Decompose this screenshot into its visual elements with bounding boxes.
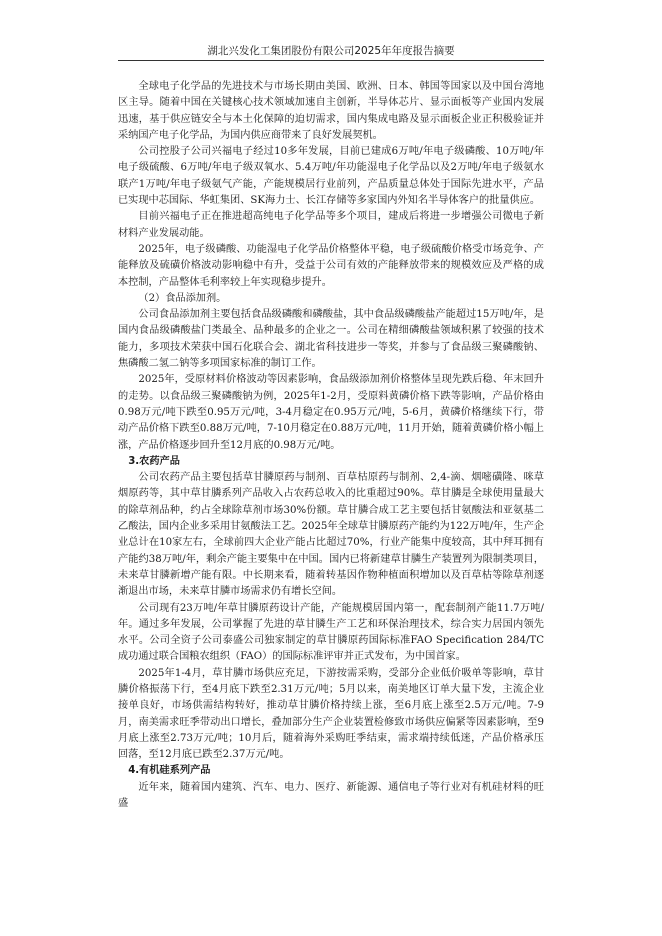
paragraph-pesticides-overview: 公司农药产品主要包括草甘膦原药与制剂、百草枯原药与制剂、2,4-滴、烟嘧磺隆、咪草烟原药等，其中草甘膦系列产品收入占农药总收入的比重超过90%。草甘膦是全球使用量最大的除草剂品种，约占全球除草剂市场30%份额。草甘膦合成工艺主要包括甘氨酸法和亚氨基二乙酸法，国内企业多采用甘氨酸法工艺。2025年全球草甘膦原药产能约为122万吨/年，生产企业总计在10家左右，全球前四大企业产能占比超过70%，行业产能集中度较高，其中拜耳拥有产能约38万吨/年，剩余产能主要集中在中国。国内已将新建草甘膦生产装置列为限制类项目，未来草甘膦新增产能有限。中长期来看，随着转基因作物种植面积增加以及百草枯等除草剂逐渐退出市场，未来草甘膦市场需求仍有增长空间。 (118, 472, 544, 598)
paragraph-food-additives-overview: 公司食品添加剂主要包括食品级磷酸和磷酸盐，其中食品级磷酸盐产能超过15万吨/年，是国内食品级磷酸盐门类最全、品种最多的企业之一。公司在精细磷酸盐领域积累了较强的技术能力，多项技术荣获中国石化联合会、湖北省科技进步一等奖，并参与了食品级三聚磷酸钠、焦磷酸二氢二钠等多项国家标准的制订工作。 (118, 309, 544, 370)
paragraph-xingfu-projects: 目前兴福电子正在推进超高纯电子化学品等多个项目，建成后将进一步增强公司微电子新材料产业发展动能。 (118, 211, 544, 239)
report-header-title: 湖北兴发化工集团股份有限公司2025年年度报告摘要 (207, 45, 455, 57)
report-body (118, 79, 544, 812)
section-heading-silicone: 4.有机硅系列产品 (128, 765, 211, 777)
paragraph-xingfu-capacity: 公司控股子公司兴福电子经过10多年发展，目前已建成6万吨/年电子级磷酸、10万吨/年电子级硫酸、6万吨/年电子级双氧水、5.4万吨/年功能湿电子化学品以及2万吨/年电子级氨水联产1万吨/年电子级氨气产能，产能规模居行业前列，产品质量总体处于国际先进水平，产品已实现中芯国际、华虹集团、SK海力士、长江存储等多家国内外知名半导体客户的批量供应。 (118, 146, 544, 207)
paragraph-electronic-chem-market: 全球电子化学品的先进技术与市场长期由美国、欧洲、日本、韩国等国家以及中国台湾地区主导。随着中国在关键核心技术领域加速自主创新，半导体芯片、显示面板等产业国内发展迅速，基于供应链安全与本土化保障的迫切需求，国内集成电路及显示面板企业正积极验证并采纳国产电子化学品，为国内供应商带来了良好发展契机。 (118, 81, 544, 141)
section-heading-pesticides: 3.农药产品 (128, 455, 180, 467)
paragraph-food-additives-2025: 2025年，受原材料价格波动等因素影响，食品级添加剂价格整体呈现先跌后稳、年末回升的走势。以食品级三聚磷酸钠为例，2025年1-2月，受原料黄磷价格下跌等影响，产品价格由0.98万元/吨下跌至0.95万元/吨，3-4月稳定在0.95万元/吨，5-6月，黄磷价格继续下行，带动产品价格下跌至0.88万元/吨，7-10月稳定在0.88万元/吨，11月开始，随着黄磷价格小幅上涨，产品价格逐步回升至12月底的0.98万元/吨。 (118, 374, 544, 451)
paragraph-electronic-chem-2025: 2025年，电子级磷酸、功能湿电子化学品价格整体平稳，电子级硫酸价格受市场竞争、产能释放及硫磺价格波动影响稳中有升，受益于公司有效的产能释放带来的规模效应及严格的成本控制，产品整体毛利率较上年实现稳步提升。 (118, 243, 544, 288)
subheading-food-additives: （2）食品添加剂。 (138, 292, 227, 304)
paragraph-glyphosate-2025: 2025年1-4月，草甘膦市场供应充足，下游按需采购，受部分企业低价吸单等影响，草甘膦价格振荡下行，至4月底下跌至2.31万元/吨；5月以来，南美地区订单大量下发，主流企业接单良好，市场供需结构转好，推动草甘膦价格持续上涨，至6月底上涨至2.5万元/吨。7-9月，南美需求旺季带动出口增长，叠加部分生产企业装置检修致市场供应偏紧等因素影响，至9月底上涨至2.73万元/吨；10月后，随着海外采购旺季结束，需求端持续低迷，产品价格承压回落，至12月底已跌至2.37万元/吨。 (118, 667, 544, 761)
paragraph-silicone-intro: 近年来，随着国内建筑、汽车、电力、医疗、新能源、通信电子等行业对有机硅材料的旺盛 (118, 781, 544, 810)
header-divider (118, 60, 544, 61)
paragraph-glyphosate-capacity: 公司现有23万吨/年草甘膦原药设计产能，产能规模居国内第一，配套制剂产能11.7万吨/年。通过多年发展，公司掌握了先进的草甘膦生产工艺和环保治理技术，综合实力居国内领先水平。公司全资子公司泰盛公司独家制定的草甘膦原药国际标准FAO Specification 284/TC成功通过联合国粮农组织（FAO）的国际标准评审并正式发布，为中国首家。 (118, 602, 544, 663)
